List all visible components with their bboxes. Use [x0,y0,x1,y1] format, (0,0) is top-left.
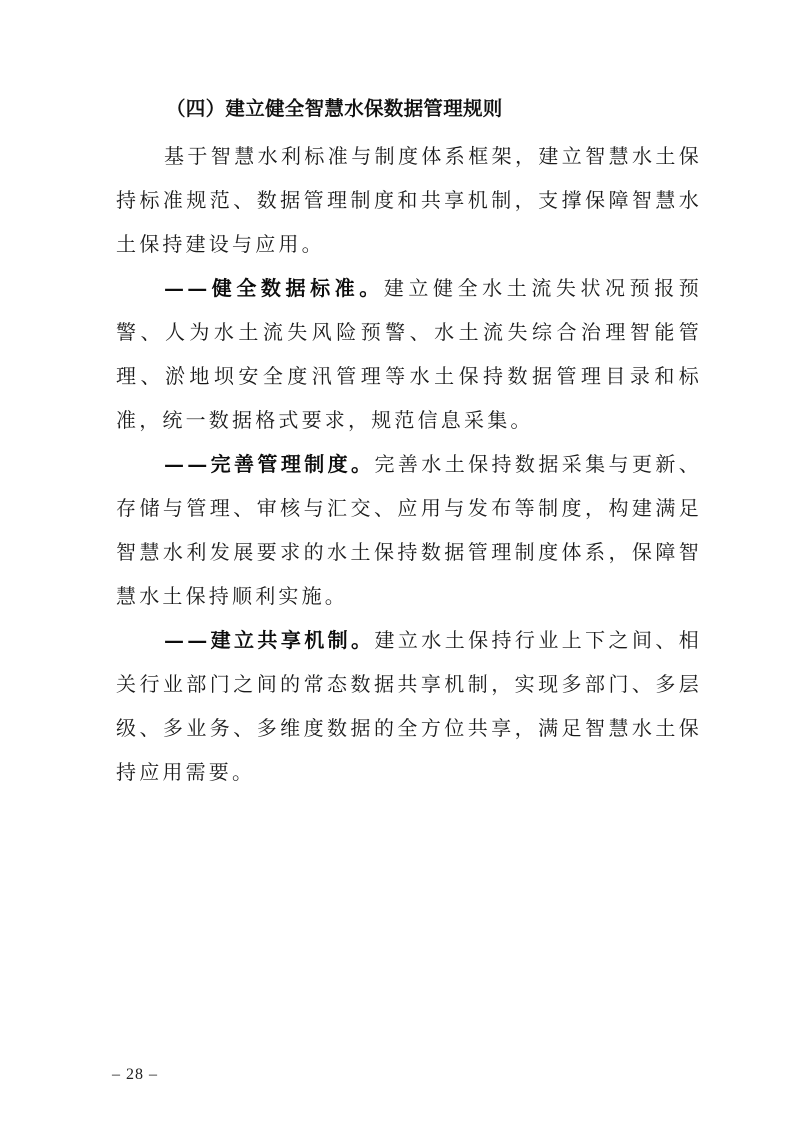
page-number: – 28 – [112,1066,158,1083]
paragraph-management-system [116,442,702,618]
paragraph-lead: ——建立共享机制。 [164,628,375,652]
paragraph-text: 完善水土保持数据采集与更新、存储与管理、审核与汇交、应用与发布等制度，构建满足智慧水利发展要求的水土保持数据管理制度体系，保障智慧水土保持顺利实施。 [116,452,702,608]
paragraph-data-standards [116,266,702,442]
section-heading: （四）建立健全智慧水保数据管理规则 [166,97,503,120]
intro-paragraph [116,134,702,266]
paragraph-lead: ——完善管理制度。 [164,452,375,476]
paragraph-lead: ——健全数据标准。 [164,276,384,300]
paragraph-text: 建立水土保持行业上下之间、相关行业部门之间的常态数据共享机制，实现多部门、多层级、多业务、多维度数据的全方位共享，满足智慧水土保持应用需要。 [116,628,702,784]
paragraph-text: 建立健全水土流失状况预报预警、人为水土流失风险预警、水土流失综合治理智能管理、淤地坝安全度汛管理等水土保持数据管理目录和标准，统一数据格式要求，规范信息采集。 [116,276,702,432]
paragraph-sharing-mechanism [116,618,702,794]
body-text [116,134,702,794]
intro-text: 基于智慧水利标准与制度体系框架，建立智慧水土保持标准规范、数据管理制度和共享机制，支撑保障智慧水土保持建设与应用。 [116,144,702,256]
